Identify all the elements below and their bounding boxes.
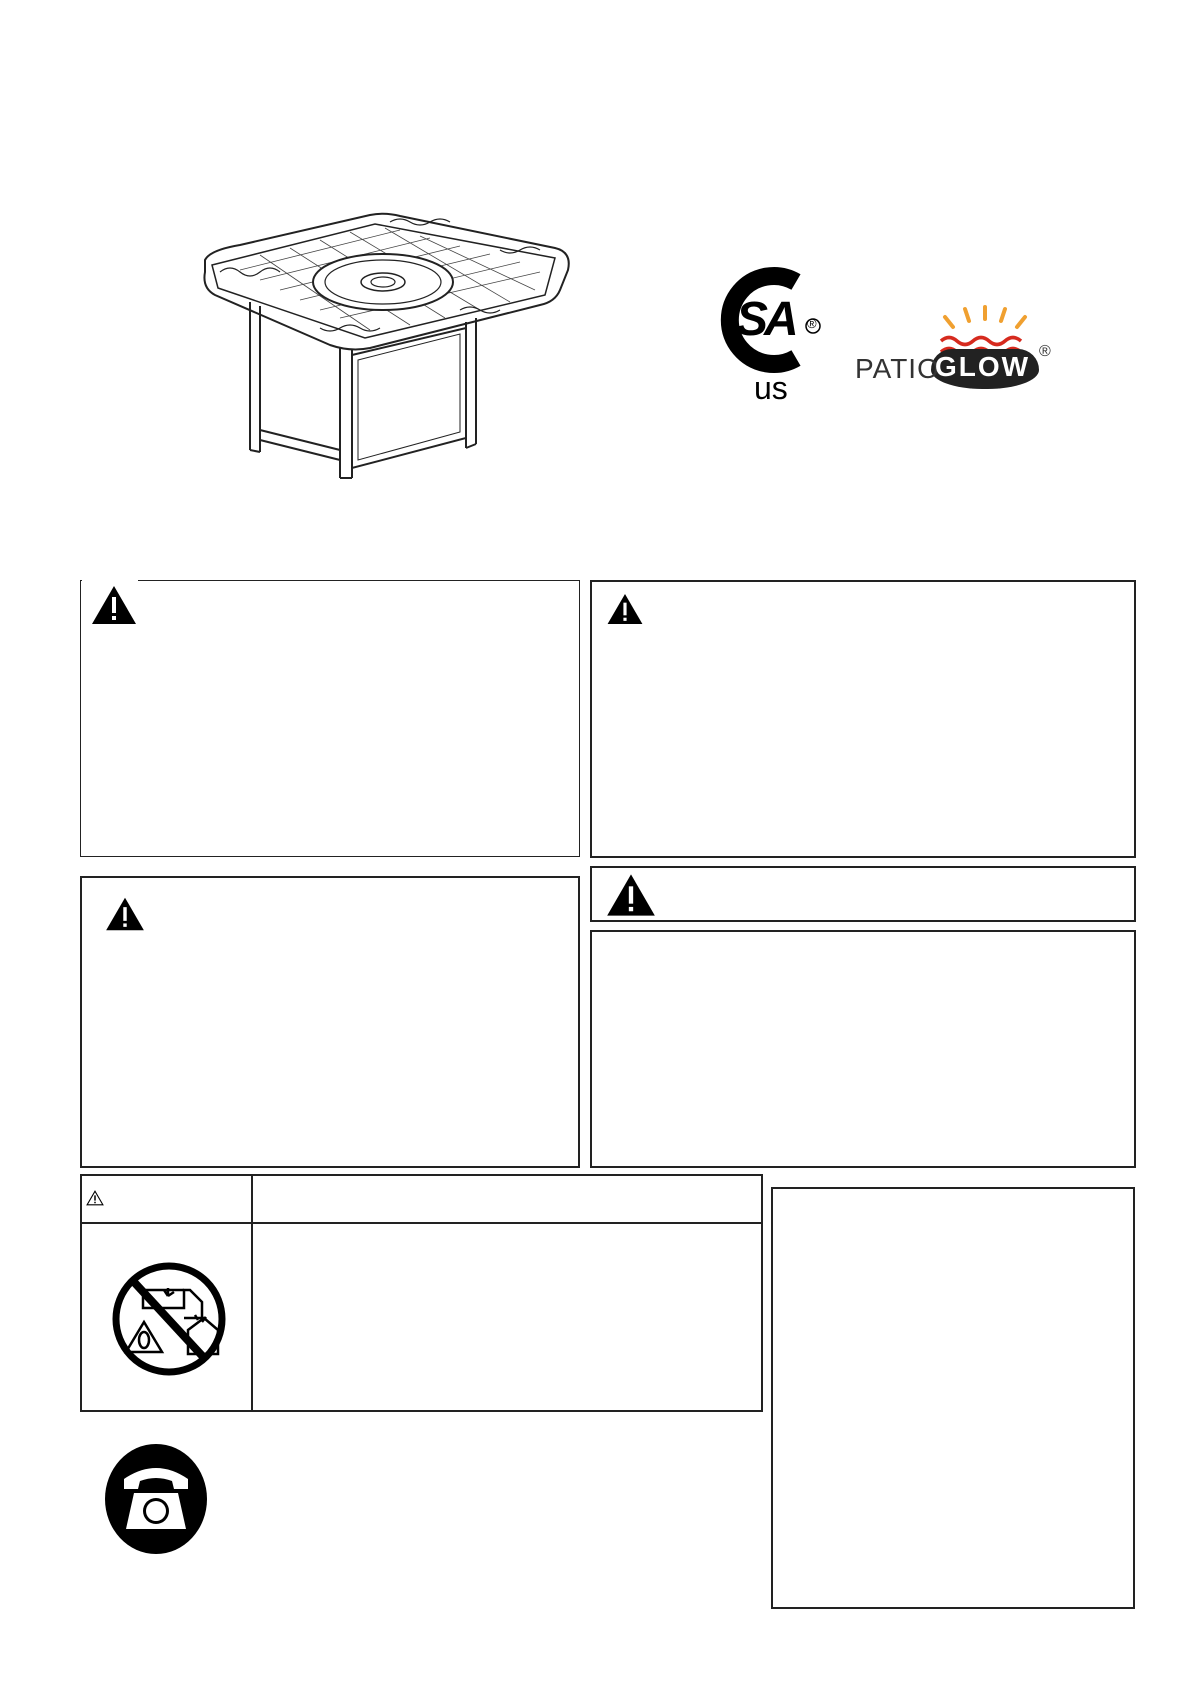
small-warning-triangle-icon [86,1190,104,1206]
patioglow-logo [855,305,1065,395]
csa-registered-mark: ® [807,316,817,331]
csa-main-text: SA [736,293,795,346]
csa-certification-logo [708,262,828,412]
warning-triangle-icon [104,896,146,932]
warning-box-middle-left [80,876,580,1168]
no-enclosed-space-icon [110,1260,228,1378]
box-corner-gap [82,579,138,582]
patioglow-glow-text: GLOW [935,351,1031,382]
warning-box-top-left [80,580,580,857]
warning-header-strip [590,866,1136,922]
prohibition-table [80,1174,763,1412]
fire-pit-table-illustration [200,210,580,480]
warning-content-box-right [590,930,1136,1168]
telephone-icon [104,1443,208,1555]
patioglow-patio-text: PATIO [855,353,940,384]
warning-triangle-icon [606,592,644,626]
table-horizontal-divider [82,1222,761,1224]
table-vertical-divider [251,1176,253,1410]
csa-us-text: us [754,370,788,406]
patioglow-registered-mark: ® [1039,343,1051,360]
warning-box-top-right [590,580,1136,858]
information-box-bottom-right [771,1187,1135,1609]
warning-triangle-icon [605,872,657,918]
warning-triangle-icon [90,584,138,626]
